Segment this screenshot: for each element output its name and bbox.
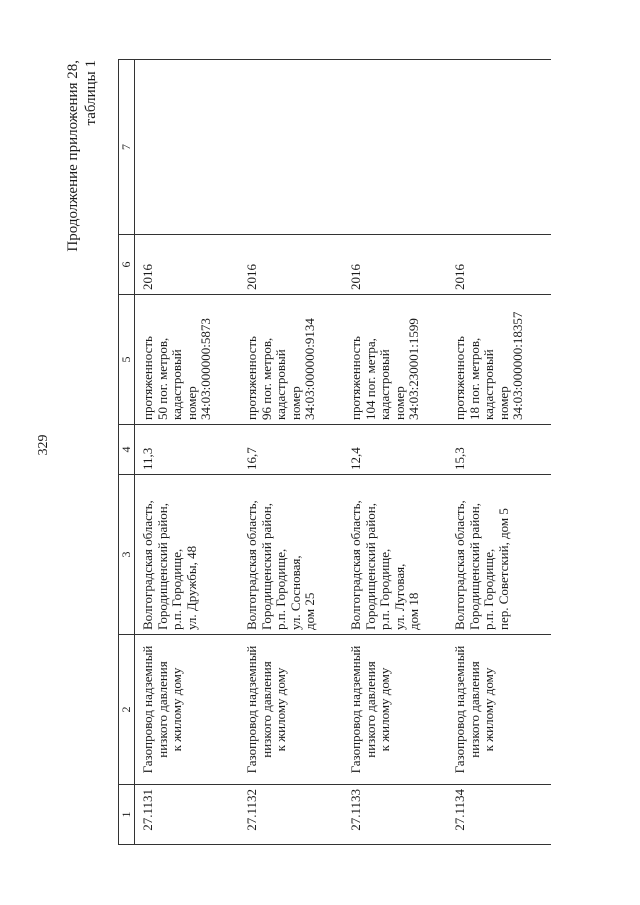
year-cell [135, 235, 240, 295]
address-line: Городищенский район, [362, 503, 378, 630]
value: 15,3 [452, 447, 467, 470]
object-name-line: Газопровод надземный [140, 645, 155, 774]
year-cell [239, 235, 343, 295]
col-header-4: 4 [119, 425, 135, 475]
description-line: кадастровый [377, 349, 392, 420]
object-name-line: низкого давления [258, 661, 274, 758]
object-name-line: Газопровод надземный [452, 645, 467, 774]
description-line: кадастровый [169, 349, 184, 420]
description-line: номер [495, 386, 511, 420]
year-cell [447, 235, 551, 295]
description-line: номер [287, 386, 303, 420]
address-line: Городищенский район, [258, 503, 274, 630]
year: 2016 [140, 264, 155, 290]
row-id: 27.1134 [452, 789, 467, 831]
address-line: Волгоградская область, [348, 500, 363, 630]
continuation-line-2: таблицы 1 [83, 60, 99, 126]
object-name-line: Газопровод надземный [244, 645, 259, 774]
address-line: р.п. Городище, [273, 548, 288, 630]
col-header-2: 2 [119, 635, 135, 785]
row-id-cell [447, 785, 551, 845]
address-line: р.п. Городище, [377, 548, 392, 630]
address-cell [343, 475, 447, 635]
address-line: Волгоградская область, [452, 500, 467, 630]
address-line: дом 25 [302, 592, 317, 630]
continuation-note [64, 60, 100, 252]
year: 2016 [348, 264, 363, 290]
page-number: 329 [36, 434, 51, 456]
description-line: 34:03:000000:18357 [510, 311, 525, 420]
col-header-7: 7 [119, 60, 135, 235]
object-name-line: низкого давления [362, 661, 378, 758]
address-line: ул. Сосновая, [287, 555, 303, 630]
data-table [118, 59, 551, 845]
address-cell [135, 475, 240, 635]
description-cell [239, 295, 343, 425]
year: 2016 [244, 264, 259, 290]
object-name-line: низкого давления [154, 661, 170, 758]
year-cell [343, 235, 447, 295]
address-line: дом 18 [406, 592, 421, 630]
address-line: пер. Советский, дом 5 [495, 508, 511, 630]
header-row [119, 60, 135, 845]
table-row [135, 60, 240, 845]
year: 2016 [452, 264, 467, 290]
value: 12,4 [348, 447, 363, 470]
extra-cell [135, 60, 240, 235]
value-cell [343, 425, 447, 475]
description-cell [135, 295, 240, 425]
address-line: ул. Дружбы, 48 [183, 545, 199, 630]
description-line: 96 пог. метров, [258, 337, 274, 420]
address-cell [447, 475, 551, 635]
address-line: Городищенский район, [154, 503, 170, 630]
col-header-6: 6 [119, 235, 135, 295]
description-line: номер [183, 386, 199, 420]
object-name-line: к жилому дому [169, 667, 184, 752]
object-name-line: Газопровод надземный [348, 645, 363, 774]
value-cell [239, 425, 343, 475]
row-id-cell [135, 785, 240, 845]
object-name-cell [343, 635, 447, 785]
object-name-line: низкого давления [466, 661, 482, 758]
col-header-5: 5 [119, 295, 135, 425]
description-cell [343, 295, 447, 425]
description-line: протяженность [348, 336, 363, 420]
address-line: Волгоградская область, [244, 500, 259, 630]
row-id: 27.1133 [348, 789, 363, 831]
continuation-line-1: Продолжение приложения 28, [65, 60, 81, 252]
description-line: 18 пог. метров, [466, 337, 482, 420]
extra-cell [239, 60, 343, 235]
address-line: Городищенский район, [466, 503, 482, 630]
extra-cell [343, 60, 447, 235]
col-header-1: 1 [119, 785, 135, 845]
address-line: р.п. Городище, [169, 548, 184, 630]
row-id: 27.1132 [244, 789, 259, 831]
address-line: ул. Луговая, [391, 563, 407, 630]
description-line: 34:03:000000:9134 [302, 318, 317, 420]
address-line: р.п. Городище, [481, 548, 496, 630]
row-id: 27.1131 [140, 789, 155, 831]
value: 11,3 [140, 447, 155, 470]
description-line: протяженность [140, 336, 155, 420]
row-id-cell [343, 785, 447, 845]
row-id-cell [239, 785, 343, 845]
extra-cell [447, 60, 551, 235]
description-line: 50 пог. метров, [154, 337, 170, 420]
description-line: 34:03:000000:5873 [198, 318, 213, 420]
table-body [135, 60, 552, 845]
description-line: номер [391, 386, 407, 420]
value-cell [135, 425, 240, 475]
description-line: протяженность [244, 336, 259, 420]
description-line: 34:03:230001:1599 [406, 318, 421, 420]
description-line: протяженность [452, 336, 467, 420]
table-row [343, 60, 447, 845]
object-name-cell [239, 635, 343, 785]
object-name-cell [135, 635, 240, 785]
address-line: Волгоградская область, [140, 500, 155, 630]
object-name-cell [447, 635, 551, 785]
object-name-line: к жилому дому [481, 667, 496, 752]
value-cell [447, 425, 551, 475]
address-cell [239, 475, 343, 635]
description-cell [447, 295, 551, 425]
object-name-line: к жилому дому [273, 667, 288, 752]
description-line: 104 пог. метра, [362, 338, 378, 420]
table-row [447, 60, 551, 845]
value: 16,7 [244, 447, 259, 470]
object-name-line: к жилому дому [377, 667, 392, 752]
col-header-3: 3 [119, 475, 135, 635]
description-line: кадастровый [481, 349, 496, 420]
description-line: кадастровый [273, 349, 288, 420]
table-row [239, 60, 343, 845]
